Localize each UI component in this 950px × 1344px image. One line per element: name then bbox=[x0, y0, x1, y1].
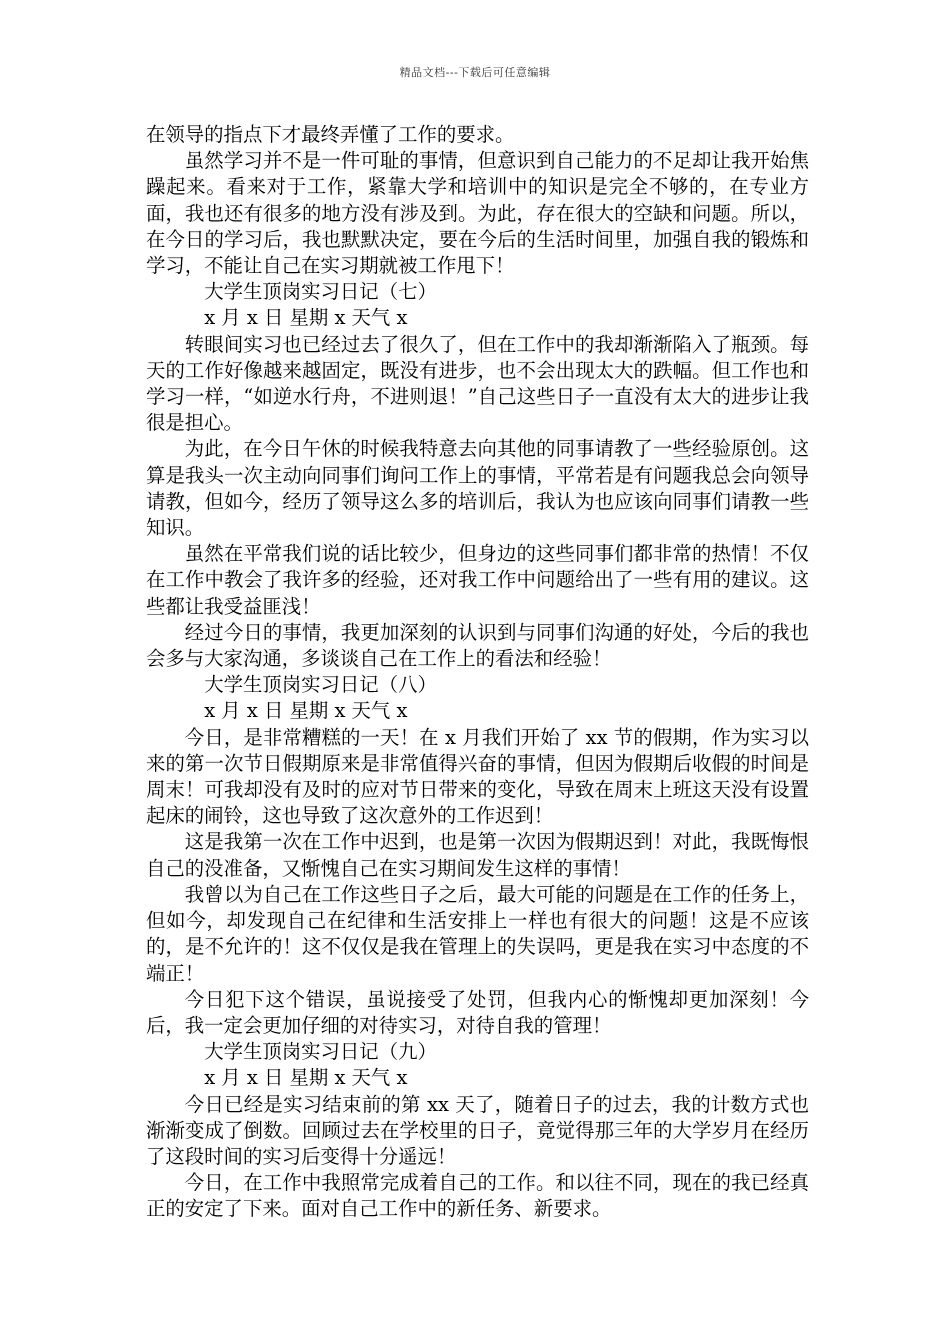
document-body bbox=[146, 122, 809, 1223]
paragraph: 虽然学习并不是一件可耻的事情，但意识到自己能力的不足却让我开始焦躁起来。看来对于工作，紧靠大学和培训中的知识是完全不够的，在专业方面，我也还有很多的地方没有涉及到。为此，存在很大的空缺和问题。所以，在今日的学习后，我也默默决定，要在今后的生活时间里，加强自我的锻炼和学习，不能让自己在实习期就被工作甩下！ bbox=[146, 149, 809, 278]
diary-title: 大学生顶岗实习日记（八） bbox=[204, 673, 437, 697]
paragraph: 今日犯下这个错误，虽说接受了处罚，但我内心的惭愧却更加深刻！今后，我一定会更加仔细的对待实习，对待自我的管理！ bbox=[146, 987, 809, 1037]
paragraph: 转眼间实习也已经过去了很久了，但在工作中的我却渐渐陷入了瓶颈。每天的工作好像越来越固定，既没有进步，也不会出现太大的跌幅。但工作也和学习一样，“如逆水行舟，不进则退！”自己这些日子一直没有太大的进步让我很是担心。 bbox=[146, 332, 809, 435]
paragraph: 在领导的指点下才最终弄懂了工作的要求。 bbox=[146, 123, 515, 146]
paragraph: 为此，在今日午休的时候我特意去向其他的同事请教了一些经验原创。这算是我头一次主动向同事们询问工作上的事情，平常若是有问题我总会向领导请教，但如今，经历了领导这么多的培训后，我认为也应该向同事们请教一些知识。 bbox=[146, 437, 809, 540]
diary-title: 大学生顶岗实习日记（九） bbox=[204, 1040, 437, 1064]
paragraph: 虽然在平常我们说的话比较少，但身边的这些同事们都非常的热情！不仅在工作中教会了我许多的经验，还对我工作中问题给出了一些有用的建议。这些都让我受益匪浅！ bbox=[146, 542, 809, 618]
paragraph: 今日，在工作中我照常完成着自己的工作。和以往不同，现在的我已经真正的安定了下来。面对自己工作中的新任务、新要求。 bbox=[146, 1171, 809, 1221]
paragraph: 这是我第一次在工作中迟到，也是第一次因为假期迟到！对此，我既悔恨自己的没准备，又惭愧自己在实习期间发生这样的事情！ bbox=[146, 830, 809, 880]
diary-date-line: x 月 x 日 星期 x 天气 x bbox=[204, 306, 408, 330]
diary-date-line: x 月 x 日 星期 x 天气 x bbox=[204, 699, 408, 723]
diary-title: 大学生顶岗实习日记（七） bbox=[204, 280, 437, 304]
paragraph: 经过今日的事情，我更加深刻的认识到与同事们沟通的好处，今后的我也会多与大家沟通，多谈谈自己在工作上的看法和经验！ bbox=[146, 620, 809, 671]
diary-date-line: x 月 x 日 星期 x 天气 x bbox=[204, 1066, 408, 1090]
paragraph: 我曾以为自己在工作这些日子之后，最大可能的问题是在工作的任务上，但如今，却发现自己在纪律和生活安排上一样也有很大的问题！这是不应该的，是不允许的！这不仅仅是我在管理上的失误吗，更是我在实习中态度的不端正！ bbox=[146, 882, 809, 985]
paragraph: 今日已经是实习结束前的第 xx 天了，随着日子的过去，我的计数方式也渐渐变成了倒数。回顾过去在学校里的日子，竟觉得那三年的大学岁月在经历了这段时间的实习后变得十分遥远！ bbox=[146, 1092, 809, 1168]
paragraph: 今日，是非常糟糕的一天！在 x 月我们开始了 xx 节的假期，作为实习以来的第一次节日假期原来是非常值得兴奋的事情，但因为假期后收假的时间是周末！可我却没有及时的应对节日带来的变化，导致在周末上班这天没有设置起床的闹铃，这也导致了这次意外的工作迟到！ bbox=[146, 725, 809, 828]
page-header: 精品文档---下载后可任意编辑 bbox=[399, 66, 551, 79]
